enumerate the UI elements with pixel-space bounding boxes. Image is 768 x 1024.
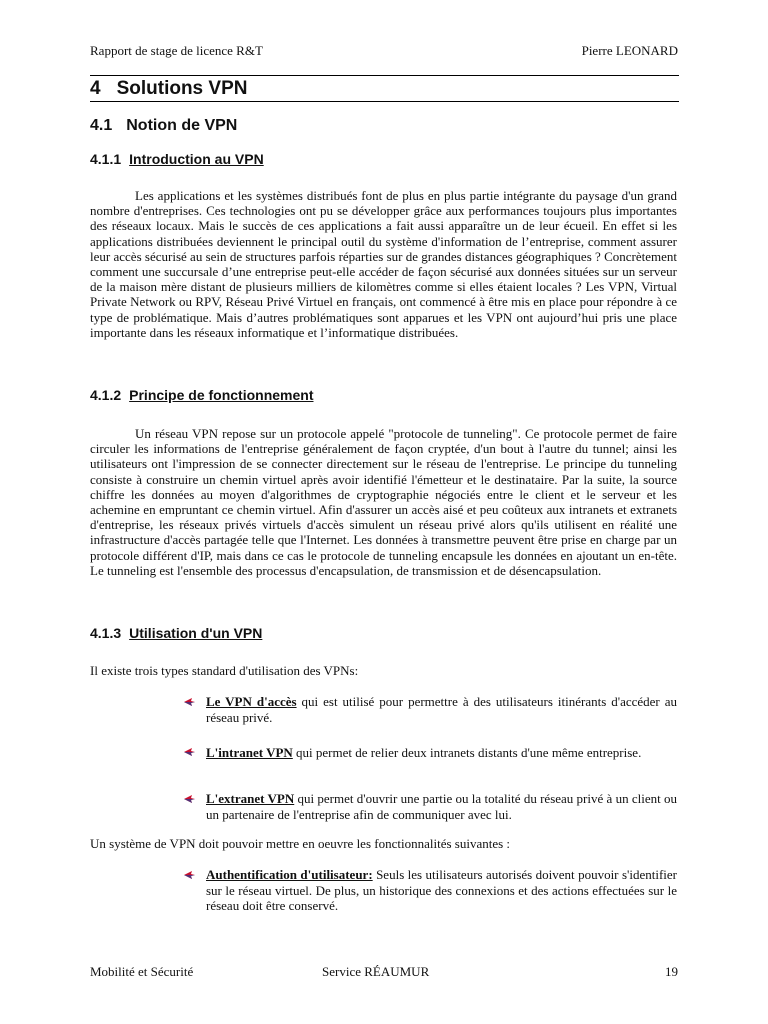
list-item-authentication [206, 867, 677, 914]
principle-paragraph-text: Un réseau VPN repose sur un protocole appelé "protocole de tunneling". Ce protocole permet de faire circuler les informations de l'entreprise généralement de façon cryptée, d'un bout à l'autre du tunnel; ainsi les utilisateurs ont l'impression de se connecter directement sur le réseau de l'entreprise. Le principe du tunneling consiste à construire un chemin virtuel après avoir identifié l'émetteur et le destinataire. Par la suite, la source chiffre les données au moyen d'algorithmes de cryptographie négociés entre le client et le serveur et les achemine en empruntant ce chemin virtuel. Afin d'assurer un accès aisé et peu coûteux aux intranets et extranets d'entreprise, les réseaux privés virtuels d'accès simulent un réseau privé alors qu'ils utilisent en réalité une infrastructure d'accès partagée telle que l'Internet. Les données à transmettre peuvent être prise en charge par un protocole différent d'IP, mais dans ce cas le protocole de tunneling encapsule les données en ajoutant un en-tête. Le tunneling est l'ensemble des processus d'encapsulation, de transmission et de désencapsulation. [90, 426, 677, 578]
section-number: 4.1 [90, 117, 113, 134]
subsection-3-number: 4.1.3 [90, 625, 122, 641]
list-item-term: L'extranet VPN [206, 791, 295, 806]
subsection-1-title [90, 151, 264, 167]
chapter-title-text: Solutions VPN [116, 78, 248, 99]
subsection-3-title [90, 625, 262, 641]
subsection-2-number: 4.1.2 [90, 387, 122, 403]
arrow-bullet-icon [183, 746, 196, 758]
header-right: Pierre LEONARD [581, 43, 678, 58]
list-item-term: Le VPN d'accès [206, 694, 297, 709]
subsection-2-title [90, 387, 314, 403]
footer-left: Mobilité et Sécurité [90, 964, 194, 979]
usage-intro: Il existe trois types standard d'utilisation des VPNs: [90, 663, 359, 678]
chapter-title [90, 78, 247, 100]
principle-paragraph [90, 426, 677, 578]
list-item-access-vpn [206, 694, 677, 725]
features-intro: Un système de VPN doit pouvoir mettre en oeuvre les fonctionnalités suivantes : [90, 836, 511, 851]
list-item-extranet-vpn [206, 791, 677, 822]
list-item-text: qui permet de relier deux intranets distants d'une même entreprise. [292, 745, 642, 760]
list-item-text: qui permet d'ouvrir une partie ou la totalité du réseau privé à un client ou un partenaire de l'entreprise afin de communiquer avec lui. [206, 791, 677, 822]
arrow-bullet-icon [183, 793, 196, 805]
page-number: 19 [665, 964, 678, 979]
arrow-bullet-icon [183, 696, 196, 708]
list-item-term: Authentification d'utilisateur: [206, 867, 373, 882]
intro-paragraph [90, 188, 677, 340]
list-item-text: Seuls les utilisateurs autorisés doivent pouvoir s'identifier sur le réseau virtuel. De plus, un historique des connexions et des actions effectuées sur le réseau doit être conservé. [206, 867, 677, 913]
section-title [90, 117, 237, 135]
intro-paragraph-text: Les applications et les systèmes distribués font de plus en plus partie intégrante du paysage d'un grand nombre d'entreprises. Ces technologies ont pu se développer grâce aux performances toujours plus importantes des réseaux locaux. Mais le succès de ces applications a fait aussi apparaître un de leur écueil. En effet si les applications distribuées deviennent le principal outil du système d'information de l’entreprise, comment assurer leur accès sécurisé au sein de structures parfois réparties sur de grandes distances géographiques ? Concrètement comment une succursale d’une entreprise peut-elle accéder de façon sécurisé aux données situées sur un serveur de la maison mère distant de plusieurs milliers de kilomètres comme si elles étaient locales ? Les VPN, Virtual Private Network ou RPV, Réseau Privé Virtuel en français, ont commencé à être mis en place pour répondre à ce type de problématique. Mais d’autres problématiques sont apparues et les VPN ont aujourd’hui pris une place importante dans les réseaux informatique et l’informatique distribuées. [90, 188, 677, 340]
header-rule [90, 75, 679, 76]
list-item-term: L'intranet VPN [206, 745, 293, 760]
subsection-2-title-text: Principe de fonctionnement [129, 387, 314, 403]
footer-center: Service RÉAUMUR [322, 964, 430, 979]
list-item-text: qui est utilisé pour permettre à des utilisateurs itinérants d'accéder au réseau privé. [206, 694, 677, 725]
section-title-text: Notion de VPN [126, 117, 238, 134]
arrow-bullet-icon [183, 869, 196, 881]
chapter-number: 4 [90, 78, 101, 99]
subsection-1-number: 4.1.1 [90, 151, 122, 167]
header-left: Rapport de stage de licence R&T [90, 43, 263, 58]
subsection-3-title-text: Utilisation d'un VPN [129, 625, 263, 641]
subsection-1-title-text: Introduction au VPN [129, 151, 264, 167]
chapter-rule [90, 101, 679, 102]
list-item-intranet-vpn [206, 745, 677, 761]
